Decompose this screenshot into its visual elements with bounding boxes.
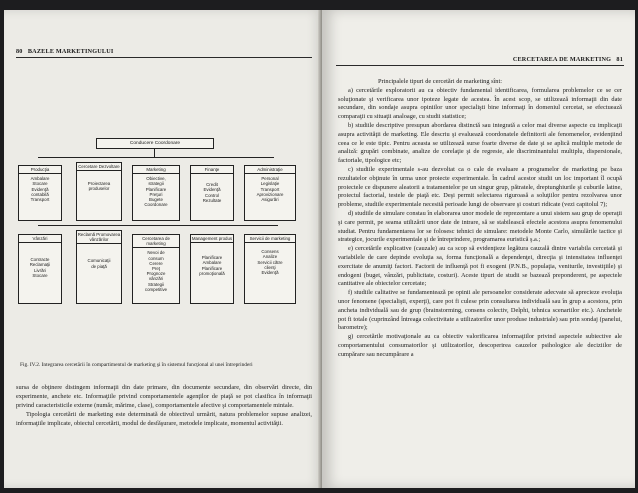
box-item: consum <box>148 255 164 261</box>
box-items <box>133 174 179 209</box>
box-item: Bugete <box>149 197 163 203</box>
box-item: Nevoi de <box>147 250 165 256</box>
box-title: Administraţie <box>245 166 295 174</box>
figure-caption: Fig. IV.2. Integrarea cercetării în compartimentul de marketing şi în sistemul funcţional al unei întreprinderi <box>20 362 253 368</box>
diagram-box-vanzari <box>18 234 62 304</box>
box-item: Strategii <box>147 281 165 287</box>
box-item: competitive <box>144 286 168 292</box>
box-title: Management produs <box>191 235 233 243</box>
box-items <box>191 243 233 278</box>
box-item: Aprovizionare <box>256 191 284 197</box>
diagram-box-administratie <box>244 165 296 221</box>
connector <box>38 157 274 158</box>
box-item: Rezultate <box>202 197 222 203</box>
left-page <box>4 10 322 488</box>
box-item: Transport <box>30 197 50 203</box>
box-items <box>19 174 61 204</box>
box-title: Cercetarea de marketing <box>133 235 179 248</box>
box-items <box>77 171 121 193</box>
box-item: Transport <box>260 186 280 192</box>
box-title: Servicii de marketing <box>245 235 295 243</box>
box-items <box>133 248 179 294</box>
box-item: Servicii către <box>257 259 283 265</box>
box-title: Cercetare Dezvoltare <box>77 163 121 171</box>
box-item: clienţi <box>264 264 276 270</box>
box-item: Consens <box>261 249 279 255</box>
diagram-box-servicii-de-marketing <box>244 234 296 304</box>
box-item: Ambalare <box>202 260 222 266</box>
box-item: vânzări <box>148 276 164 282</box>
box-item: contabilă <box>31 191 49 197</box>
paragraph: g) cercetările motivaţionale au ca obiectiv valorificarea informaţiilor privind aspectele subiective ale comportamentului consumatorilor şi utilizatorilor, descoperirea cauzelor psihologice ale deciziilor de cumpărare sau necumpărare a <box>338 333 622 358</box>
box-title: Reclamă Promovarea vânzărilor <box>77 231 121 244</box>
box-item: Analize <box>262 254 278 260</box>
right-running-head <box>513 56 623 63</box>
box-item: Preţuri <box>149 191 163 197</box>
box-item: Preţ <box>151 266 161 272</box>
box-item: Evidenţă <box>203 187 221 193</box>
box-item: Planificare <box>145 186 167 192</box>
diagram-box-management-produs <box>190 234 234 304</box>
box-item: Obiective, <box>146 176 166 182</box>
box-items <box>19 243 61 280</box>
left-running-head-title: BAZELE MARKETINGULUI <box>27 48 114 55</box>
paragraph: c) studiile experimentale s-au dezvoltat ca o cale de evaluare a programelor de marketing pe baza rezultatelor obţinute în urma unor proiecte experimentale. În cadrul acestor studii un loc important îl ocupă proiectele ce dispunere aleatorii a tratamentelor pe un singur grup, pătratele, dreptunghiurile şi cuburile latine, proiectul factorial, testele de piaţă etc. Deşi permit selectarea riguroasă a soluţiilor pentru rezolvarea unor probleme, studiile experimentale necesită perioade lungi de observare şi costuri ridicate (vezi capitolul 7); <box>338 165 622 209</box>
connector <box>154 149 155 157</box>
box-title: Vânzări <box>19 235 61 243</box>
diagram-box-cercetare <box>76 162 122 221</box>
box-item: Prognoze <box>146 271 166 277</box>
box-items <box>191 174 233 205</box>
box-items <box>245 243 295 277</box>
paragraph: b) studiile descriptive presupun abordarea distinctă sau integrată a celor mai diverse aspecte cu implicaţii asupra activităţii de marketing. Ele descriu şi evaluează coordonatele definitorii ale fenomenelor, evidenţiind ceea ce le este tipic. Pentru aceasta se utilizează surse foarte diverse de date şi se aplică multiple metode de analiză: grupări combinate, analize de corelaţie şi de regresie, ale discriminantului multiplu, dispersionale, factoriale, tipologice etc; <box>338 121 622 165</box>
box-item: Ambalare <box>30 176 50 182</box>
connector <box>38 225 278 226</box>
box-item: Coordonare <box>144 202 168 208</box>
box-title: Producţia <box>19 166 61 174</box>
box-item: Comunicaţii <box>87 258 111 264</box>
box-item: Control <box>204 192 220 198</box>
paragraph: sursa de obţinere distingem informaţii din date primare, din documente secundare, din observări directe, din experimente, anchete etc. Informaţiile privind comportamentele agenţilor de piaţă se pot clasifica în informaţii privind caracteristicile externe (număr, mărime, clase), comportamentele afective şi comportamentele mintale. <box>16 384 312 409</box>
box-item: produselor <box>88 186 110 192</box>
box-item: Livrări <box>34 267 46 273</box>
box-item: Credit <box>206 182 218 188</box>
box-item: de piaţă <box>91 263 107 269</box>
box-item: promoţională <box>199 270 225 276</box>
right-page-number: 81 <box>616 56 623 63</box>
box-item: Evidenţă <box>31 186 49 192</box>
box-items <box>77 244 121 270</box>
right-page <box>322 10 635 488</box>
paragraph: a) cercetările exploratorii au ca obiectiv fundamental identificarea, formularea problemelor ce se cer soluţionate şi verificarea unor ipoteze legate de acestea. În acest scop, se utilizează informaţii din date secundare, din sondaje asupra opiniilor unor specialişti bine informaţi în domeniul cercetat, se efectuează comparaţii cu situaţii analoage, cu studii statistice; <box>338 86 622 121</box>
box-item: Personal <box>261 176 279 182</box>
right-running-head-title: CERCETAREA DE MARKETING <box>512 56 612 63</box>
diagram-box-finante <box>190 165 234 221</box>
box-title: Finanţe <box>191 166 233 174</box>
box-item: Stocare <box>32 181 48 187</box>
box-item: Asigurări <box>261 197 279 203</box>
diagram-box-cercetarea-de-marketing <box>132 234 180 304</box>
box-item: Contracte <box>30 257 50 263</box>
paragraph: e) cercetările explicative (cauzale) au ca scop să evidenţieze legătura cauzală dintre variabila cercetată şi variabilele de care depinde evoluţia sa, forma funcţională a dependenţei, direcţia şi intensitatea influenţei exercitate de anumiţi factori. Factorii de influenţă pot fi exogeni (P.N.B., populaţia, veniturile, investiţiile) şi endogeni (buget, vânzări, publicitate, costuri). Aceste tipuri de studii se bazează preponderent, pe aspectele cantitative ale obiectelor cercetate; <box>338 245 622 288</box>
box-item: Cerere <box>149 260 163 266</box>
box-item: strategii <box>148 181 164 187</box>
left-running-head <box>16 48 114 55</box>
box-item: Planificare <box>201 255 223 261</box>
box-item: Planificare <box>201 265 223 271</box>
box-item: Legislaţie <box>260 181 280 187</box>
paragraph: Tipologia cercetării de marketing este determinată de obiectivul urmărit, natura problemelor supuse analizei, informaţiile implicate, obiectul cercetării, modul de desfăşurare, metodele implicate, momentul activităţii. <box>16 410 312 427</box>
box-items <box>245 174 295 204</box>
left-page-number: 80 <box>16 48 23 55</box>
box-title: Marketing <box>133 166 179 174</box>
left-head-rule <box>16 57 312 58</box>
paragraph: d) studiile de simulare constau în elaborarea unor modele de reprezentare a unui sistem sau grup de operaţii şi care permit, pe seama utilizării unor date de intrare, să se stabilească efectele acestora asupra fenomenului studiat. Pentru fundamentarea lor se folosesc tehnici de simulare: metodele Monte Carlo, simulările tactice şi strategice, jocurile experimentale şi de întreprindere, programarea euristică ş.a.; <box>338 209 622 244</box>
diagram-top-box: Conducere Coordonare <box>96 138 214 149</box>
paragraph: f) studiile calitative se fundamentează pe opinii ale persoanelor considerate adecvate să aprecieze evoluţia unor fenomene (specialişti, experţi), care pot fi culese prin consultarea individuală sau în grup a acestora, prin ancheta individuală sau de grup (brainstorming, consens colectiv, Delphi, tehnica scenariilor etc.). Anchetele pot fi totale (cuprinzând întreaga colectivitate a utilizatorilor unor produse industriale) sau prin sondaj (panelui, barometre); <box>338 289 622 332</box>
paragraph: Principalele tipuri de cercetări de marketing sînt: <box>378 78 503 85</box>
right-head-rule <box>336 65 624 66</box>
right-body-text <box>338 78 622 360</box>
diagram-box-marketing <box>132 165 180 221</box>
box-item: Stocare <box>32 272 48 278</box>
box-item: Proiectarea <box>87 181 111 187</box>
box-item: Evidenţă <box>261 270 279 276</box>
left-body-text <box>16 384 312 429</box>
diagram-box-reclama <box>76 230 122 304</box>
box-item: Reclamaţii <box>29 262 51 268</box>
diagram-box-productie <box>18 165 62 221</box>
